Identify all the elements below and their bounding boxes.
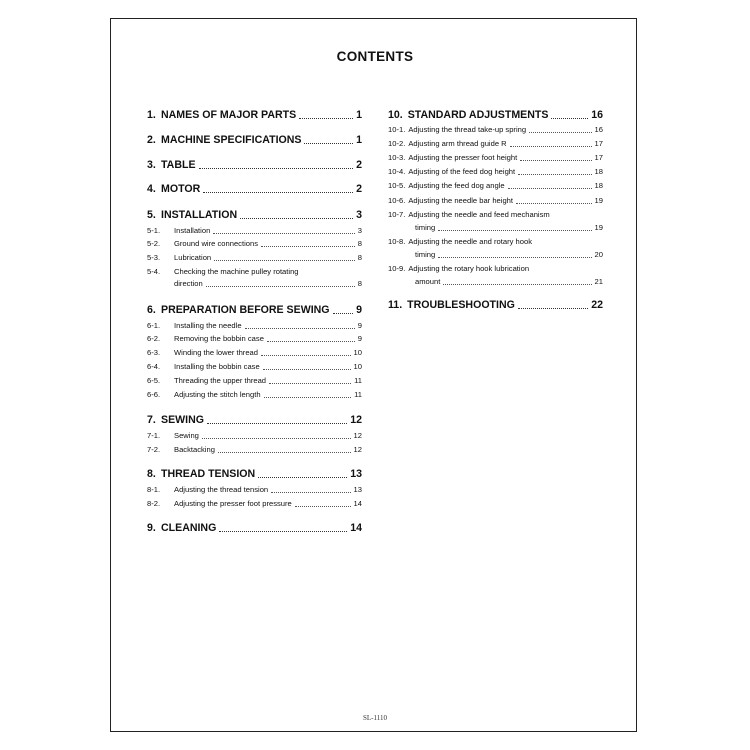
dot-leader [199, 168, 354, 169]
toc-subentry[interactable] [388, 152, 603, 163]
toc-label: Backtacking [174, 445, 215, 454]
toc-num: 10-2. [388, 139, 406, 148]
toc-page: 11 [354, 390, 362, 399]
toc-label: timing [415, 250, 436, 259]
dot-leader [219, 531, 347, 532]
dot-leader [269, 383, 351, 384]
toc-num: 10-1. [388, 125, 406, 134]
toc-page: 16 [594, 125, 603, 134]
dot-leader [263, 369, 351, 370]
toc-page: 13 [353, 485, 362, 494]
toc-page: 1 [356, 134, 362, 146]
toc-subentry[interactable] [388, 138, 603, 149]
toc-subentry[interactable] [147, 333, 362, 344]
toc-num: 10-3. [388, 153, 406, 162]
toc-num: 5-4. [147, 267, 161, 276]
toc-num: 5-1. [147, 226, 161, 235]
toc-page: 12 [353, 431, 362, 440]
toc-label: Adjusting arm thread guide R [408, 139, 507, 148]
dot-leader [518, 308, 588, 309]
toc-subentry[interactable] [147, 320, 362, 331]
toc-page: 9 [357, 334, 362, 343]
toc-subentry[interactable] [147, 444, 362, 455]
toc-label: amount [415, 277, 441, 286]
toc-subentry[interactable] [147, 389, 362, 400]
toc-entry[interactable] [147, 413, 362, 427]
toc-page: 3 [357, 226, 362, 235]
toc-num: 7-2. [147, 445, 161, 454]
toc-label: Lubrication [174, 253, 212, 262]
dot-leader [206, 286, 355, 287]
toc-page: 17 [594, 153, 603, 162]
toc-label: Threading the upper thread [174, 376, 267, 385]
dot-leader [240, 218, 353, 219]
toc-label: Adjusting the needle bar height [408, 196, 514, 205]
toc-label: direction [174, 279, 203, 288]
toc-num: 6. [147, 304, 156, 316]
toc-page: 2 [356, 159, 362, 171]
toc-right-column [388, 0, 603, 750]
toc-num: 8-2. [147, 499, 161, 508]
dot-leader [202, 438, 351, 439]
toc-subentry-continued[interactable] [147, 278, 362, 289]
dot-leader [267, 341, 355, 342]
toc-label: Adjusting the presser foot height [408, 153, 518, 162]
toc-entry[interactable] [147, 521, 362, 535]
page-title: CONTENTS [336, 49, 414, 64]
toc-page: 1 [356, 109, 362, 121]
toc-subentry[interactable] [147, 375, 362, 386]
toc-page: 14 [350, 522, 362, 534]
toc-num: 6-6. [147, 390, 161, 399]
toc-num: 10-5. [388, 181, 406, 190]
toc-num: 10-7. [388, 210, 406, 219]
toc-page: 22 [591, 299, 603, 311]
toc-label: MACHINE SPECIFICATIONS [161, 134, 302, 146]
toc-subentry[interactable] [388, 166, 603, 177]
toc-subentry-continued[interactable] [388, 222, 603, 233]
toc-entry[interactable] [147, 208, 362, 222]
toc-label: INSTALLATION [161, 209, 238, 221]
toc-page: 16 [591, 109, 603, 121]
toc-page: 19 [594, 196, 603, 205]
toc-label: THREAD TENSION [161, 468, 256, 480]
toc-label: Adjusting the needle and rotary hook [408, 237, 533, 246]
toc-entry[interactable] [147, 182, 362, 196]
toc-subentry[interactable] [147, 225, 362, 236]
toc-label: Ground wire connections [174, 239, 258, 248]
toc-label: Adjusting the stitch length [174, 390, 261, 399]
page-footer: SL-1110 [363, 714, 387, 722]
toc-label: Adjusting the feed dog angle [408, 181, 505, 190]
toc-num: 6-5. [147, 376, 161, 385]
toc-label: Installation [174, 226, 211, 235]
toc-num: 10-8. [388, 237, 406, 246]
toc-page: 8 [357, 279, 362, 288]
toc-num: 10-4. [388, 167, 406, 176]
dot-leader [213, 233, 354, 234]
dot-leader [508, 188, 592, 189]
toc-label: Installing the bobbin case [174, 362, 260, 371]
toc-num: 10-6. [388, 196, 406, 205]
toc-page: 10 [353, 362, 362, 371]
toc-page: 8 [357, 253, 362, 262]
toc-entry[interactable] [147, 467, 362, 481]
toc-label: Adjusting the rotary hook lubrication [408, 264, 530, 273]
toc-page: 20 [594, 250, 603, 259]
toc-page: 18 [594, 181, 603, 190]
dot-leader [295, 506, 351, 507]
toc-num: 9. [147, 522, 156, 534]
toc-label: Sewing [174, 431, 199, 440]
toc-label: Adjusting the needle and feed mechanism [408, 210, 550, 219]
dot-leader [443, 284, 591, 285]
toc-subentry[interactable] [147, 361, 362, 372]
toc-page: 21 [594, 277, 603, 286]
dot-leader [518, 174, 591, 175]
dot-leader [261, 355, 351, 356]
dot-leader [245, 328, 355, 329]
toc-label: SEWING [161, 414, 204, 426]
toc-num: 11. [388, 299, 403, 311]
toc-subentry[interactable] [147, 238, 362, 249]
toc-label: Winding the lower thread [174, 348, 258, 357]
toc-entry[interactable] [147, 108, 362, 122]
toc-label: MOTOR [161, 183, 201, 195]
toc-label: Removing the bobbin case [174, 334, 264, 343]
toc-num: 1. [147, 109, 156, 121]
toc-entry[interactable] [147, 133, 362, 147]
toc-page: 12 [350, 414, 362, 426]
toc-num: 4. [147, 183, 156, 195]
dot-leader [516, 203, 592, 204]
toc-subentry[interactable] [147, 430, 362, 441]
toc-label: CLEANING [161, 522, 217, 534]
toc-num: 6-3. [147, 348, 161, 357]
toc-entry[interactable] [147, 158, 362, 172]
toc-num: 5-2. [147, 239, 161, 248]
toc-subentry-continued[interactable] [388, 276, 603, 287]
dot-leader [438, 257, 591, 258]
toc-subentry[interactable] [147, 252, 362, 263]
dot-leader [214, 260, 355, 261]
dot-leader [218, 452, 351, 453]
toc-subentry[interactable] [147, 266, 362, 277]
toc-subentry[interactable] [147, 484, 362, 495]
toc-subentry[interactable] [388, 124, 603, 135]
toc-page: 19 [594, 223, 603, 232]
toc-subentry[interactable] [388, 195, 603, 206]
toc-label: NAMES OF MAJOR PARTS [161, 109, 297, 121]
dot-leader [299, 118, 353, 119]
toc-num: 8. [147, 468, 156, 480]
toc-page: 9 [357, 321, 362, 330]
dot-leader [258, 477, 347, 478]
toc-num: 10-9. [388, 264, 406, 273]
toc-num: 7-1. [147, 431, 161, 440]
toc-label: STANDARD ADJUSTMENTS [407, 109, 549, 121]
toc-label: Checking the machine pulley rotating [174, 267, 299, 276]
toc-label: timing [415, 223, 436, 232]
toc-subentry[interactable] [388, 180, 603, 191]
toc-label: Adjusting the thread tension [174, 485, 269, 494]
toc-page: 13 [350, 468, 362, 480]
toc-num: 8-1. [147, 485, 161, 494]
toc-num: 2. [147, 134, 156, 146]
toc-entry[interactable] [147, 303, 362, 317]
toc-subentry[interactable] [147, 347, 362, 358]
toc-subentry-continued[interactable] [388, 249, 603, 260]
toc-num: 5. [147, 209, 156, 221]
toc-subentry[interactable] [388, 236, 603, 247]
toc-page: 2 [356, 183, 362, 195]
toc-page: 12 [353, 445, 362, 454]
toc-label: Installing the needle [174, 321, 242, 330]
toc-page: 14 [353, 499, 362, 508]
dot-leader [551, 118, 588, 119]
toc-page: 10 [353, 348, 362, 357]
toc-num: 6-1. [147, 321, 161, 330]
toc-page: 18 [594, 167, 603, 176]
toc-page: 9 [356, 304, 362, 316]
toc-label: PREPARATION BEFORE SEWING [161, 304, 330, 316]
toc-left-column [147, 0, 362, 750]
toc-num: 5-3. [147, 253, 161, 262]
dot-leader [304, 143, 353, 144]
dot-leader [529, 132, 591, 133]
toc-label: Adjusting the presser foot pressure [174, 499, 292, 508]
toc-num: 6-4. [147, 362, 161, 371]
dot-leader [271, 492, 350, 493]
toc-subentry[interactable] [388, 209, 603, 220]
toc-subentry[interactable] [147, 498, 362, 509]
toc-entry[interactable] [388, 108, 603, 122]
dot-leader [333, 313, 354, 314]
dot-leader [207, 423, 347, 424]
toc-label: TROUBLESHOOTING [407, 299, 515, 311]
dot-leader [438, 230, 591, 231]
toc-page: 3 [356, 209, 362, 221]
dot-leader [510, 146, 592, 147]
dot-leader [520, 160, 591, 161]
toc-page: 11 [354, 376, 362, 385]
toc-num: 3. [147, 159, 156, 171]
toc-entry[interactable] [388, 298, 603, 312]
toc-num: 7. [147, 414, 156, 426]
toc-label: TABLE [161, 159, 196, 171]
toc-label: Adjusting the thread take-up spring [408, 125, 527, 134]
dot-leader [203, 192, 353, 193]
toc-page: 17 [594, 139, 603, 148]
toc-page: 8 [357, 239, 362, 248]
toc-subentry[interactable] [388, 263, 603, 274]
dot-leader [264, 397, 352, 398]
toc-label: Adjusting of the feed dog height [408, 167, 516, 176]
toc-num: 10. [388, 109, 403, 121]
toc-num: 6-2. [147, 334, 161, 343]
dot-leader [261, 246, 355, 247]
